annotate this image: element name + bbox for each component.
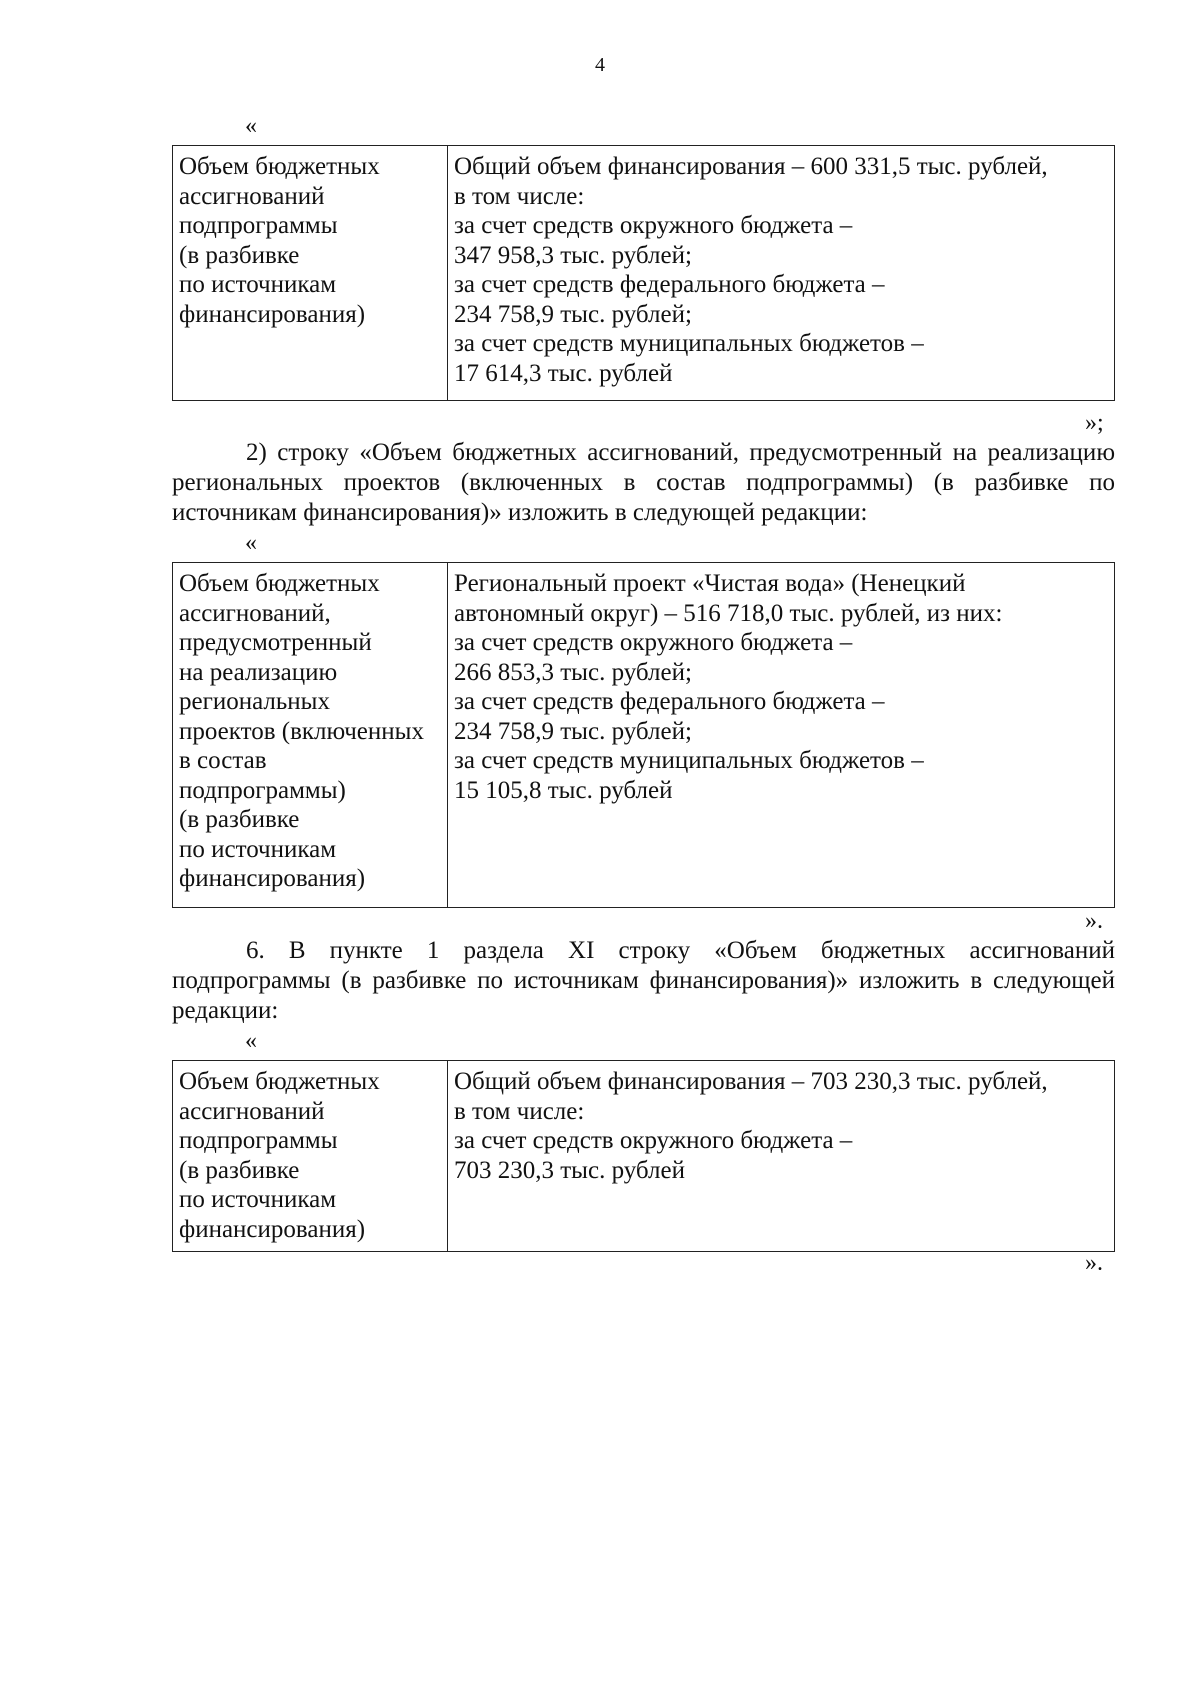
closing-quote: ». [1085,908,1103,934]
label-line: подпрограммы [179,212,338,239]
opening-quote: « [245,113,257,139]
value-line: Общий объем финансирования – 703 230,3 тыс. рублей, [454,1068,1048,1095]
table-row [173,146,1115,401]
label-line: ассигнований [179,1097,325,1125]
table-subprogram-funding [172,145,1115,401]
label-line: (в разбивке [179,241,300,269]
table-section-xi-funding [172,1060,1115,1252]
label-line: проектов (включенных [179,717,424,745]
row-label-cell [173,563,448,908]
table-row [173,1061,1115,1252]
row-label-cell [173,1061,448,1252]
value-line: за счет средств федерального бюджета – [454,271,885,298]
row-value-cell [448,563,1115,908]
row-value-cell [448,1061,1115,1252]
value-line: автономный округ) – 516 718,0 тыс. рублей, из них: [454,599,1003,627]
value-line: 266 853,3 тыс. рублей; [454,658,692,686]
label-line: финансирования) [179,865,366,892]
page-number: 4 [595,54,605,76]
value-line: в том числе: [454,182,585,210]
value-line: за счет средств федерального бюджета – [454,688,885,715]
label-line: ассигнований, [179,599,331,627]
value-line: 234 758,9 тыс. рублей; [454,717,692,745]
value-line: за счет средств муниципальных бюджетов – [454,747,924,774]
value-line: в том числе: [454,1097,585,1125]
label-line: по источникам [179,1186,337,1213]
paragraph-item-6 [172,936,1115,1026]
label-line: по источникам [179,835,337,863]
value-line: Общий объем финансирования – 600 331,5 тыс. рублей, [454,153,1048,180]
closing-quote: ». [1085,1250,1103,1276]
label-line: подпрограммы [179,1127,338,1154]
label-line: ассигнований [179,182,325,210]
paragraph-text: 2) строку «Объем бюджетных ассигнований, предусмотренный на реализацию региональных проектов (включенных в состав подпрограммы) (в разбивке по источникам финансирования)» изложить в следующей редакции: [172,439,1115,526]
row-label-cell [173,146,448,401]
label-line: финансирования) [179,1215,366,1243]
value-line: за счет средств муниципальных бюджетов – [454,330,924,357]
value-line: за счет средств окружного бюджета – [454,629,853,656]
value-line: за счет средств окружного бюджета – [454,1127,853,1154]
label-line: Объем бюджетных [179,570,380,597]
table-row [173,563,1115,908]
label-line: на реализацию [179,658,338,686]
label-line: (в разбивке [179,806,300,833]
paragraph-text: 6. В пункте 1 раздела XI строку «Объем бюджетных ассигнований подпрограммы (в разбивке по источникам финансирования)» изложить в следующей редакции: [172,937,1115,1024]
label-line: по источникам [179,271,337,298]
value-line: за счет средств окружного бюджета – [454,212,853,239]
label-line: подпрограммы) [179,776,346,804]
opening-quote: « [245,1028,257,1054]
label-line: предусмотренный [179,629,372,656]
label-line: финансирования) [179,300,366,328]
value-line: 17 614,3 тыс. рублей [454,359,673,387]
closing-quote: »; [1085,410,1104,436]
table-regional-projects-funding [172,562,1115,908]
opening-quote: « [245,530,257,556]
value-line: 15 105,8 тыс. рублей [454,776,673,804]
paragraph-item-2 [172,438,1115,528]
label-line: Объем бюджетных [179,1068,380,1095]
label-line: Объем бюджетных [179,153,380,180]
label-line: региональных [179,688,330,715]
label-line: (в разбивке [179,1156,300,1184]
value-line: Региональный проект «Чистая вода» (Ненецкий [454,570,966,597]
value-line: 703 230,3 тыс. рублей [454,1156,685,1184]
value-line: 347 958,3 тыс. рублей; [454,241,692,269]
value-line: 234 758,9 тыс. рублей; [454,300,692,328]
label-line: в состав [179,747,267,774]
row-value-cell [448,146,1115,401]
